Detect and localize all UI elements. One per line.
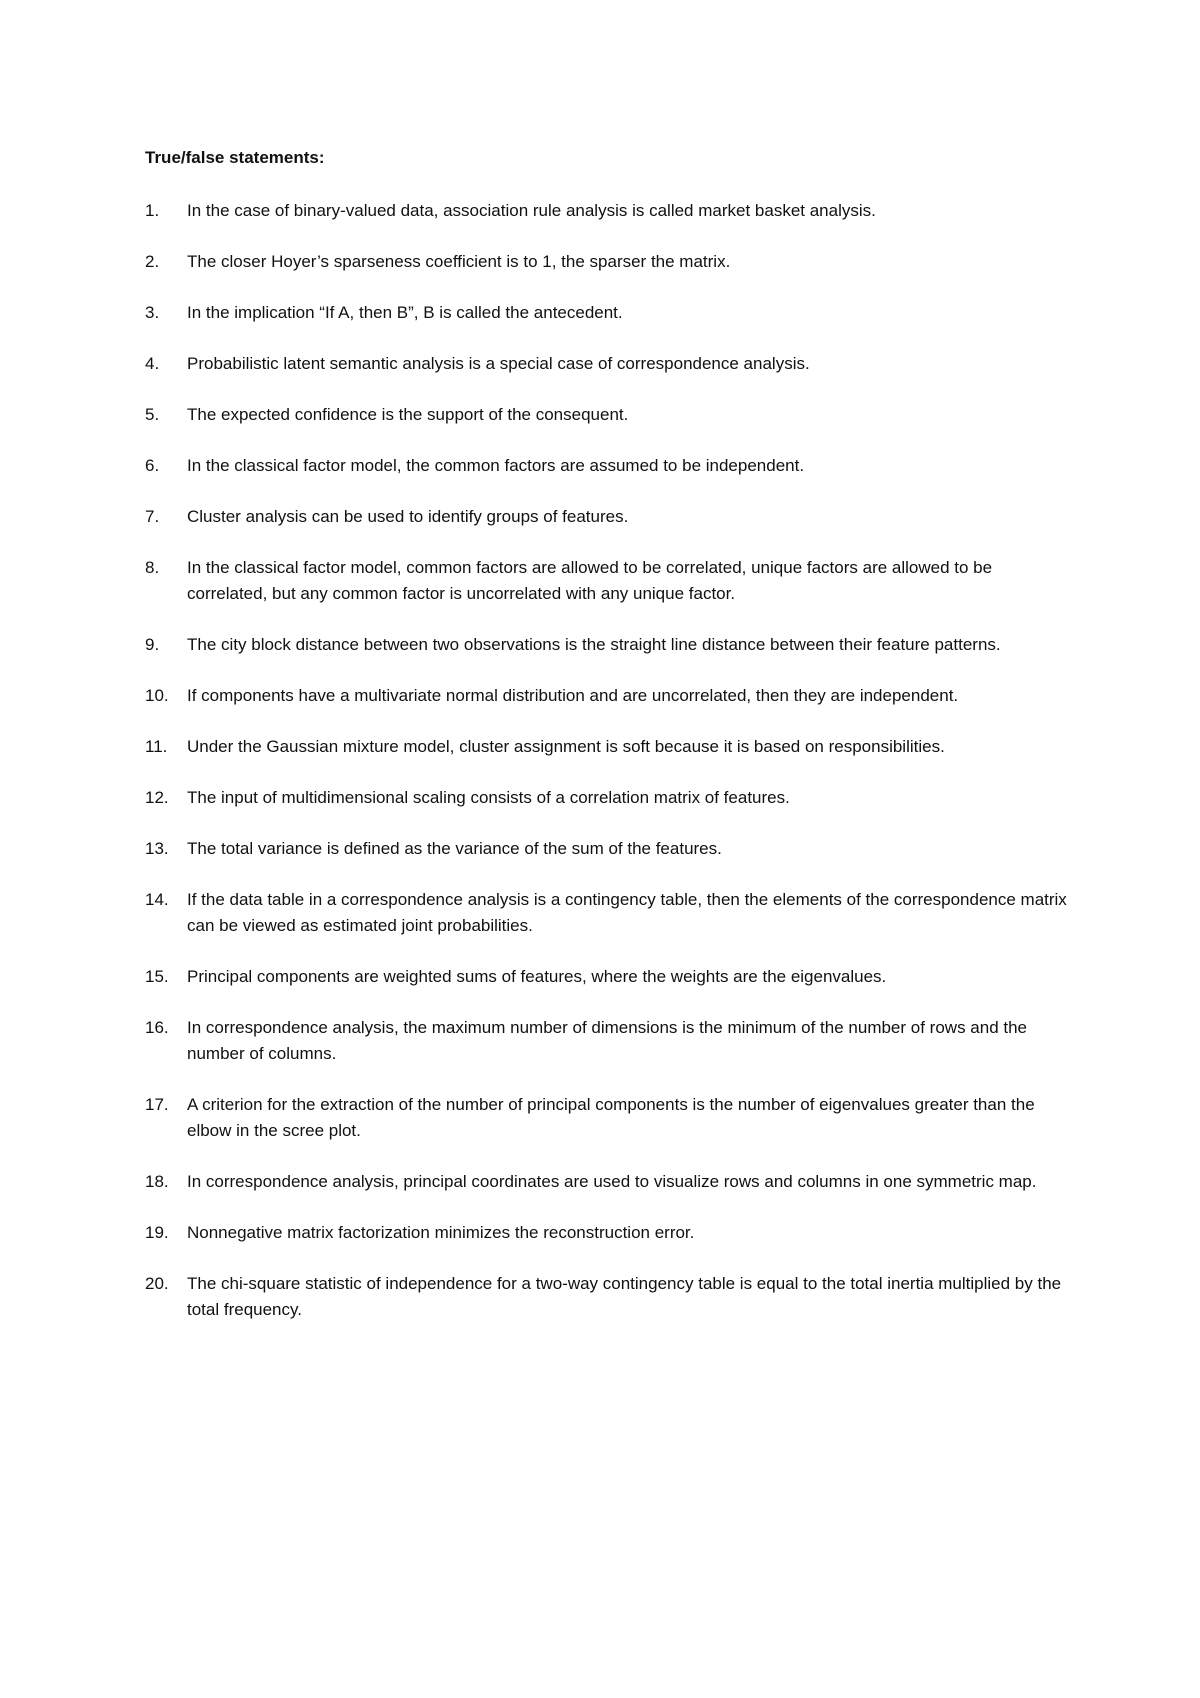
statement-number: 14. xyxy=(145,890,169,909)
statement-number: 5. xyxy=(145,405,160,424)
statement-item xyxy=(145,555,1075,607)
statement-number: 8. xyxy=(145,558,160,577)
statement-text: The input of multidimensional scaling consists of a correlation matrix of features. xyxy=(187,788,790,807)
statement-text: In correspondence analysis, the maximum number of dimensions is the minimum of the number of rows and the number of columns. xyxy=(187,1018,1028,1063)
statement-text: A criterion for the extraction of the number of principal components is the number of eigenvalues greater than the elbow in the scree plot. xyxy=(187,1095,1035,1140)
statement-number: 13. xyxy=(145,839,169,858)
statement-number: 3. xyxy=(145,303,160,322)
statement-item xyxy=(145,1092,1075,1144)
statement-item xyxy=(145,1169,1075,1195)
statement-number: 7. xyxy=(145,507,160,526)
statement-number: 17. xyxy=(145,1095,169,1114)
statement-item xyxy=(145,1015,1075,1067)
statement-text: In the implication “If A, then B”, B is called the antecedent. xyxy=(187,303,623,322)
statement-text: The expected confidence is the support of the consequent. xyxy=(187,405,629,424)
statement-item xyxy=(145,300,1075,326)
statement-number: 18. xyxy=(145,1172,169,1191)
statement-number: 2. xyxy=(145,252,160,271)
statement-item xyxy=(145,836,1075,862)
statement-number: 4. xyxy=(145,354,160,373)
statement-text: The total variance is defined as the variance of the sum of the features. xyxy=(187,839,722,858)
statement-item xyxy=(145,351,1075,377)
statement-number: 10. xyxy=(145,686,169,705)
statement-text: Principal components are weighted sums of features, where the weights are the eigenvalues. xyxy=(187,967,887,986)
statement-text: In correspondence analysis, principal coordinates are used to visualize rows and columns in one symmetric map. xyxy=(187,1172,1037,1191)
statement-item xyxy=(145,1271,1075,1323)
statement-text: If the data table in a correspondence analysis is a contingency table, then the elements of the correspondence matrix can be viewed as estimated joint probabilities. xyxy=(187,890,1067,935)
statement-text: Cluster analysis can be used to identify groups of features. xyxy=(187,507,629,526)
statement-number: 1. xyxy=(145,201,160,220)
statement-item xyxy=(145,734,1075,760)
statement-number: 6. xyxy=(145,456,160,475)
statement-text: The chi-square statistic of independence for a two-way contingency table is equal to the total inertia multiplied by the total frequency. xyxy=(187,1274,1062,1319)
statement-item xyxy=(145,453,1075,479)
statement-text: Probabilistic latent semantic analysis is a special case of correspondence analysis. xyxy=(187,354,810,373)
statement-text: If components have a multivariate normal distribution and are uncorrelated, then they are independent. xyxy=(187,686,959,705)
statement-item xyxy=(145,683,1075,709)
statement-text: In the classical factor model, common factors are allowed to be correlated, unique factors are allowed to be correlated, but any common factor is uncorrelated with any unique factor. xyxy=(187,558,993,603)
statement-number: 16. xyxy=(145,1018,169,1037)
document-heading: True/false statements: xyxy=(145,148,325,167)
statement-text: Nonnegative matrix factorization minimizes the reconstruction error. xyxy=(187,1223,695,1242)
statement-item xyxy=(145,785,1075,811)
statement-number: 19. xyxy=(145,1223,169,1242)
statement-text: The city block distance between two observations is the straight line distance between their feature patterns. xyxy=(187,635,1001,654)
statement-item xyxy=(145,964,1075,990)
statement-item xyxy=(145,402,1075,428)
statement-item xyxy=(145,887,1075,939)
statement-item xyxy=(145,632,1075,658)
statement-text: The closer Hoyer’s sparseness coefficient is to 1, the sparser the matrix. xyxy=(187,252,731,271)
statement-item xyxy=(145,504,1075,530)
statement-item xyxy=(145,1220,1075,1246)
statement-number: 9. xyxy=(145,635,160,654)
statement-number: 12. xyxy=(145,788,169,807)
statement-number: 11. xyxy=(145,737,168,756)
statement-list xyxy=(145,198,1075,1348)
statement-number: 15. xyxy=(145,967,169,986)
statement-number: 20. xyxy=(145,1274,169,1293)
statement-item xyxy=(145,198,1075,224)
statement-text: Under the Gaussian mixture model, cluster assignment is soft because it is based on responsibilities. xyxy=(187,737,945,756)
statement-text: In the case of binary-valued data, association rule analysis is called market basket analysis. xyxy=(187,201,876,220)
statement-item xyxy=(145,249,1075,275)
statement-text: In the classical factor model, the common factors are assumed to be independent. xyxy=(187,456,805,475)
